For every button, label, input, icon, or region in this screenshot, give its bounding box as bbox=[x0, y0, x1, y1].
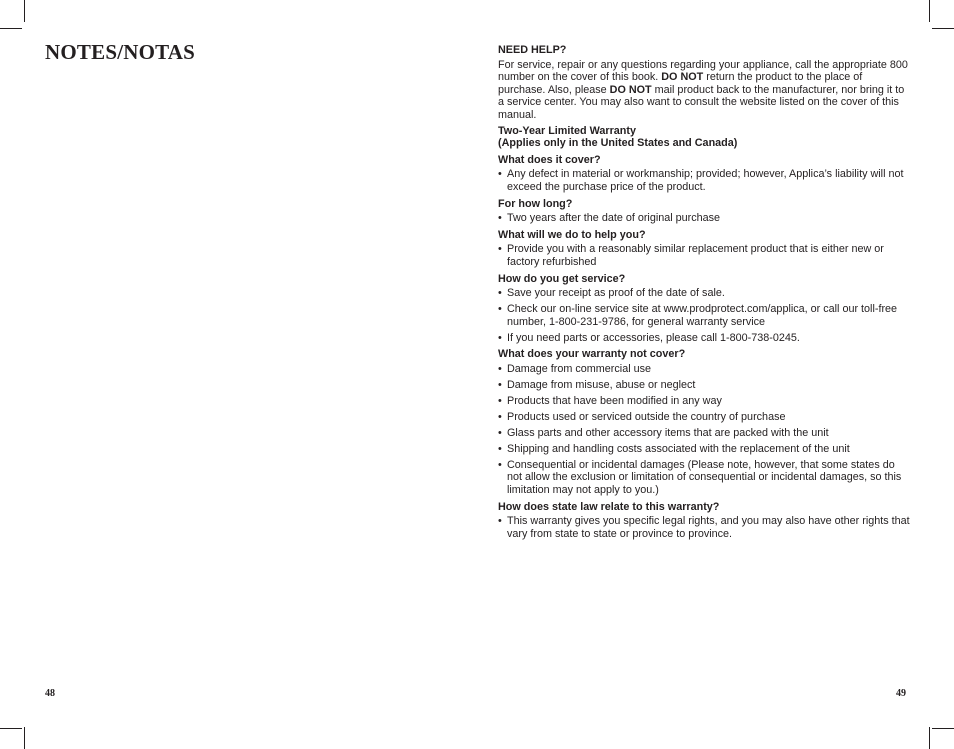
bullet-list bbox=[498, 287, 910, 344]
bullet-list bbox=[498, 168, 910, 193]
crop-mark bbox=[932, 728, 954, 729]
need-help-heading: NEED HELP? bbox=[498, 44, 567, 56]
crop-mark bbox=[24, 727, 25, 749]
list-item: • Check our on-line service site at www.prodprotect.com/applica, or call our toll-free number, 1-800-231-9786, for general warranty service bbox=[498, 303, 910, 328]
section-heading: What does it cover? bbox=[498, 153, 601, 166]
list-item: • Damage from misuse, abuse or neglect bbox=[498, 379, 910, 392]
crop-mark bbox=[0, 28, 22, 29]
warranty-column bbox=[498, 44, 910, 544]
section-heading: How do you get service? bbox=[498, 272, 626, 285]
list-item: • Products that have been modified in any way bbox=[498, 395, 910, 408]
bullet-list bbox=[498, 212, 910, 225]
list-item: • Consequential or incidental damages (Please note, however, that some states do not allow the exclusion or limitation of consequential or incidental damages, so this limitation may not apply to you.) bbox=[498, 459, 910, 497]
crop-mark bbox=[0, 728, 22, 729]
crop-mark bbox=[932, 28, 954, 29]
list-item: • Any defect in material or workmanship; provided; however, Applica’s liability will not exceed the purchase price of the product. bbox=[498, 168, 910, 193]
crop-mark bbox=[24, 0, 25, 22]
list-item: • Two years after the date of original purchase bbox=[498, 212, 910, 225]
list-item: • This warranty gives you specific legal rights, and you may also have other rights that vary from state to state or province to province. bbox=[498, 515, 910, 540]
page-number-right: 49 bbox=[896, 688, 906, 699]
list-item: • Save your receipt as proof of the date of sale. bbox=[498, 287, 910, 300]
list-item: • Damage from commercial use bbox=[498, 363, 910, 376]
list-item: • If you need parts or accessories, please call 1-800-738-0245. bbox=[498, 332, 910, 345]
warranty-title: Two-Year Limited Warranty bbox=[498, 124, 636, 137]
list-item: • Glass parts and other accessory items that are packed with the unit bbox=[498, 427, 910, 440]
section-heading: What does your warranty not cover? bbox=[498, 348, 686, 361]
page-title: NOTES/NOTAS bbox=[45, 40, 196, 64]
crop-mark bbox=[929, 727, 930, 749]
page-number-left: 48 bbox=[45, 688, 55, 699]
warranty-sections bbox=[498, 154, 910, 541]
section-heading: For how long? bbox=[498, 197, 573, 210]
list-item: • Products used or serviced outside the country of purchase bbox=[498, 411, 910, 424]
bullet-list bbox=[498, 363, 910, 497]
bullet-list bbox=[498, 243, 910, 268]
bullet-list bbox=[498, 515, 910, 540]
list-item: • Provide you with a reasonably similar replacement product that is either new or factory refurbished bbox=[498, 243, 910, 268]
warranty-subtitle: (Applies only in the United States and Canada) bbox=[498, 137, 738, 150]
section-heading: What will we do to help you? bbox=[498, 228, 646, 241]
list-item: • Shipping and handling costs associated with the replacement of the unit bbox=[498, 443, 910, 456]
section-heading: How does state law relate to this warranty? bbox=[498, 500, 720, 513]
need-help-paragraph: For service, repair or any questions regarding your appliance, call the appropriate 800 number on the cover of this book. DO NOT return the product to the place of purchase. Also, please DO NOT mail product back to the manufacturer, nor bring it to a service center. You may also want to consult the website listed on the cover of this manual. bbox=[498, 58, 908, 121]
crop-mark bbox=[929, 0, 930, 22]
